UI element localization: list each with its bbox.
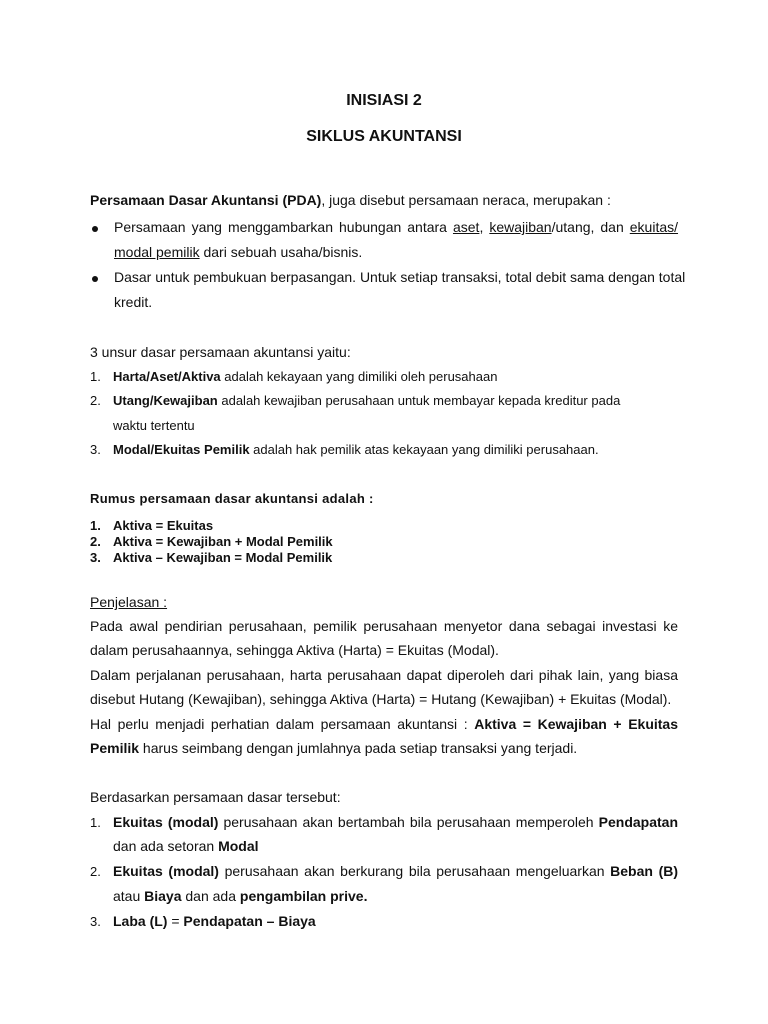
text: Modal/Ekuitas Pemilik: [113, 442, 250, 457]
rumus-item-1: Aktiva = Ekuitas: [113, 518, 214, 533]
page-title: INISIASI 2: [346, 92, 422, 109]
text: Ekuitas (modal): [113, 814, 219, 830]
text: ,: [479, 219, 490, 235]
berdasarkan-item-1-cont: [113, 838, 259, 854]
list-number: 2.: [90, 393, 101, 408]
bullet-icon: [92, 226, 98, 232]
list-number: 3.: [90, 550, 101, 565]
unsur-item-1: [113, 369, 497, 384]
text: Laba (L): [113, 913, 168, 929]
pda-term: Persamaan Dasar Akuntansi (PDA): [90, 192, 322, 208]
unsur-intro: 3 unsur dasar persamaan akuntansi yaitu:: [90, 344, 351, 360]
text: atau: [113, 888, 145, 904]
penjelasan-heading: Penjelasan :: [90, 594, 168, 610]
berdasarkan-item-3: [113, 913, 316, 929]
list-number: 2.: [90, 534, 101, 549]
unsur-item-3: [113, 442, 599, 457]
text: Aktiva = Kewajiban + Ekuitas: [474, 716, 678, 732]
unsur-item-2-cont: waktu tertentu: [113, 418, 195, 433]
text: Biaya: [144, 888, 182, 904]
text: Hal perlu menjadi perhatian dalam persamaan akuntansi :: [90, 716, 475, 732]
penjelasan-p2-line-1: Dalam perjalanan perusahaan, harta perusahaan dapat diperoleh dari pihak lain, yang biasa: [90, 667, 678, 683]
pda-intro-text: , juga disebut persamaan neraca, merupakan :: [321, 192, 611, 208]
list-number: 3.: [90, 442, 101, 457]
berdasarkan-item-1: [113, 814, 678, 830]
list-number: 1.: [90, 815, 101, 830]
list-number: 3.: [90, 914, 101, 929]
text: Harta/Aset/Aktiva: [113, 369, 221, 384]
text: adalah kekayaan yang dimiliki oleh perusahaan: [220, 369, 498, 384]
list-number: 1.: [90, 518, 101, 533]
text: Pemilik: [90, 740, 140, 756]
berdasarkan-item-2: [113, 863, 678, 879]
text: =: [167, 913, 184, 929]
penjelasan-p3-line-2: [90, 740, 577, 756]
berdasarkan-intro: Berdasarkan persamaan dasar tersebut:: [90, 789, 341, 805]
text: perusahaan akan berkurang bila perusahaan mengeluarkan: [218, 863, 611, 879]
text: Beban (B): [610, 863, 678, 879]
text: dan ada setoran: [113, 838, 219, 854]
text: kewajiban: [489, 219, 552, 235]
text: ekuitas/: [629, 219, 679, 235]
penjelasan-p1-line-1: Pada awal pendirian perusahaan, pemilik perusahaan menyetor dana sebagai investasi ke: [90, 618, 678, 634]
text: harus seimbang dengan jumlahnya pada setiap transaksi yang terjadi.: [139, 740, 578, 756]
text: adalah kewajiban perusahaan untuk membayar kepada kreditur pada: [217, 393, 621, 408]
text: /utang, dan: [551, 219, 630, 235]
text: dan ada: [181, 888, 240, 904]
pda-bullet-2-line-2: kredit.: [114, 294, 153, 310]
text: adalah hak pemilik atas kekayaan yang dimiliki perusahaan.: [249, 442, 599, 457]
berdasarkan-item-2-cont: [113, 888, 367, 904]
penjelasan-p1-line-2: dalam perusahaannya, sehingga Aktiva (Harta) = Ekuitas (Modal).: [90, 642, 499, 658]
unsur-item-2: [113, 393, 620, 408]
list-number: 2.: [90, 864, 101, 879]
text: Modal: [218, 838, 259, 854]
pda-bullet-1-line-2: [114, 244, 362, 260]
text: Ekuitas (modal): [113, 863, 219, 879]
list-number: 1.: [90, 369, 101, 384]
text: Pendapatan: [598, 814, 678, 830]
text: dari sebuah usaha/bisnis.: [199, 244, 363, 260]
text: Utang/Kewajiban: [113, 393, 218, 408]
rumus-item-2: Aktiva = Kewajiban + Modal Pemilik: [113, 534, 333, 549]
pda-bullet-2-line-1: Dasar untuk pembukuan berpasangan. Untuk setiap transaksi, total debit sama dengan total: [114, 269, 686, 285]
page-subtitle: SIKLUS AKUNTANSI: [306, 128, 462, 145]
bullet-icon: [92, 276, 98, 282]
penjelasan-p3-line-1: [90, 716, 678, 732]
text: modal pemilik: [114, 244, 200, 260]
text: perusahaan akan bertambah bila perusahaan memperoleh: [218, 814, 599, 830]
rumus-item-3: Aktiva – Kewajiban = Modal Pemilik: [113, 550, 333, 565]
penjelasan-p2-line-2: disebut Hutang (Kewajiban), sehingga Aktiva (Harta) = Hutang (Kewajiban) + Ekuitas (Modal).: [90, 691, 672, 707]
rumus-heading: Rumus persamaan dasar akuntansi adalah :: [90, 491, 374, 506]
text: pengambilan prive.: [239, 888, 368, 904]
text: aset: [452, 219, 480, 235]
pda-intro: [90, 192, 611, 208]
text: Persamaan yang menggambarkan hubungan antara: [114, 219, 453, 235]
text: Pendapatan – Biaya: [183, 913, 316, 929]
pda-bullet-1-line-1: [114, 219, 678, 235]
